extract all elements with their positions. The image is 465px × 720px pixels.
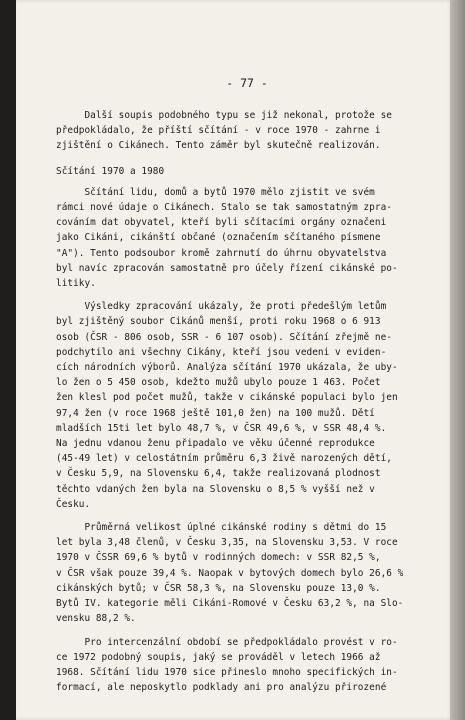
text-line: mladších 15ti let bylo 48,7 %, v ČSR 49,6 %, v SSR 48,4 %. [56,422,387,434]
text-line: žen klesl pod počet mužů, takže v cikánské populaci bylo jen [56,392,398,404]
paragraph-gap [56,154,438,162]
page-number: - 77 - [226,76,268,90]
paragraph-gap [56,291,438,299]
text-line: cích národních výborů. Analýza sčítání 1970 ukázala, že uby- [56,362,398,374]
binding-strip [450,0,465,720]
paragraph [56,635,438,696]
text-line: 97,4 žen (v roce 1968 ještě 101,0 žen) na 100 mužů. Dětí [56,407,375,419]
text-line: Sčítání lidu, domů a bytů 1970 mělo zjistit ve svém [56,186,375,198]
text-line: cováním dat obyvatel, kteří byli sčítacími orgány označeni [56,217,387,229]
text-line: předpokládalo, že příští sčítání - v roce 1970 - zahrne i [56,125,381,137]
paragraph [56,520,438,626]
text-line: Pro intercenzální období se předpokládalo provést v ro- [56,636,398,648]
text-line: zjištění o Cikánech. Tento záměr byl skutečně realizován. [56,140,381,152]
paragraph [56,108,438,154]
scan-dark-edge [0,0,16,720]
text-line: Výsledky zpracování ukázaly, že proti předešlým letům [56,301,387,313]
text-line: 1970 v ČSSR 69,6 % bytů v rodinných domech: v SSR 82,5 %, [56,552,381,564]
text-line: 1968. Sčítání lidu 1970 sice přineslo mnoho specifických in- [56,666,398,678]
document-page [16,0,454,720]
text-line: v Česku 5,9, na Slovensku 6,4, takže realizovaná plodnost [56,468,381,480]
paragraph-gap [56,627,438,635]
paragraph [56,185,438,291]
text-line: jako Cikáni, cikánští občané (označením sčítaného písmene [56,232,381,244]
text-line: cikánských bytů; v ČSR 58,3 %, na Slovensku pouze 13,0 %. [56,582,381,594]
text-line: Na jednu vdanou ženu připadalo ve věku účenné reprodukce [56,438,375,450]
text-line: podchytilo ani všechny Cikány, kteří jsou vedeni v eviden- [56,346,387,358]
text-line: vensku 88,2 %. [56,613,136,625]
text-line: osob (ČSR - 806 osob, SSR - 6 107 osob). Sčítání zřejmě ne- [56,331,392,343]
page-content [56,76,438,695]
text-line: byl zjištěný soubor Cikánů menší, proti roku 1968 o 6 913 [56,316,381,328]
text-line: litiky. [56,278,96,290]
text-line: formací, ale neposkytlo podklady ani pro analýzu přirozené [56,682,387,694]
text-line: těchto vdaných žen byla na Slovensku o 8,5 % vyšší než v [56,483,375,495]
text-line: let byla 3,48 členů, v Česku 3,35, na Slovensku 3,53. V roce [56,537,398,549]
text-line: ce 1972 podobný soupis, jaký se prováděl v letech 1966 až [56,651,381,663]
text-line: Bytů IV. kategorie měli Cikáni-Romové v Česku 63,2 %, na Slo- [56,598,404,610]
paragraph-gap [56,512,438,520]
paragraph-list [56,108,438,695]
text-line: Další soupis podobného typu se již nekonal, protože se [56,110,392,121]
section-heading [56,164,438,179]
text-line: Sčítání 1970 a 1980 [56,165,165,177]
text-line: Česku. [56,498,91,510]
text-line: lo žen o 5 450 osob, kdežto mužů ubylo pouze 1 463. Počet [56,377,381,389]
text-line: byl navíc zpracován samostatně pro účely řízení cikánské po- [56,262,398,274]
text-line: rámci nové údaje o Cikánech. Stalo se tak samostatným zpra- [56,202,392,214]
paragraph [56,299,438,512]
text-line: Průměrná velikost úplné cikánské rodiny s dětmi do 15 [56,522,387,534]
text-line: (45-49 let) v celostátním průměru 6,3 živě narozených dětí, [56,453,392,465]
text-line: "A"). Tento podsoubor kromě zahrnutí do úhrnu obyvatelstva [56,247,387,259]
text-line: v ČSR však pouze 39,4 %. Naopak v bytových domech bylo 26,6 % [56,567,404,579]
